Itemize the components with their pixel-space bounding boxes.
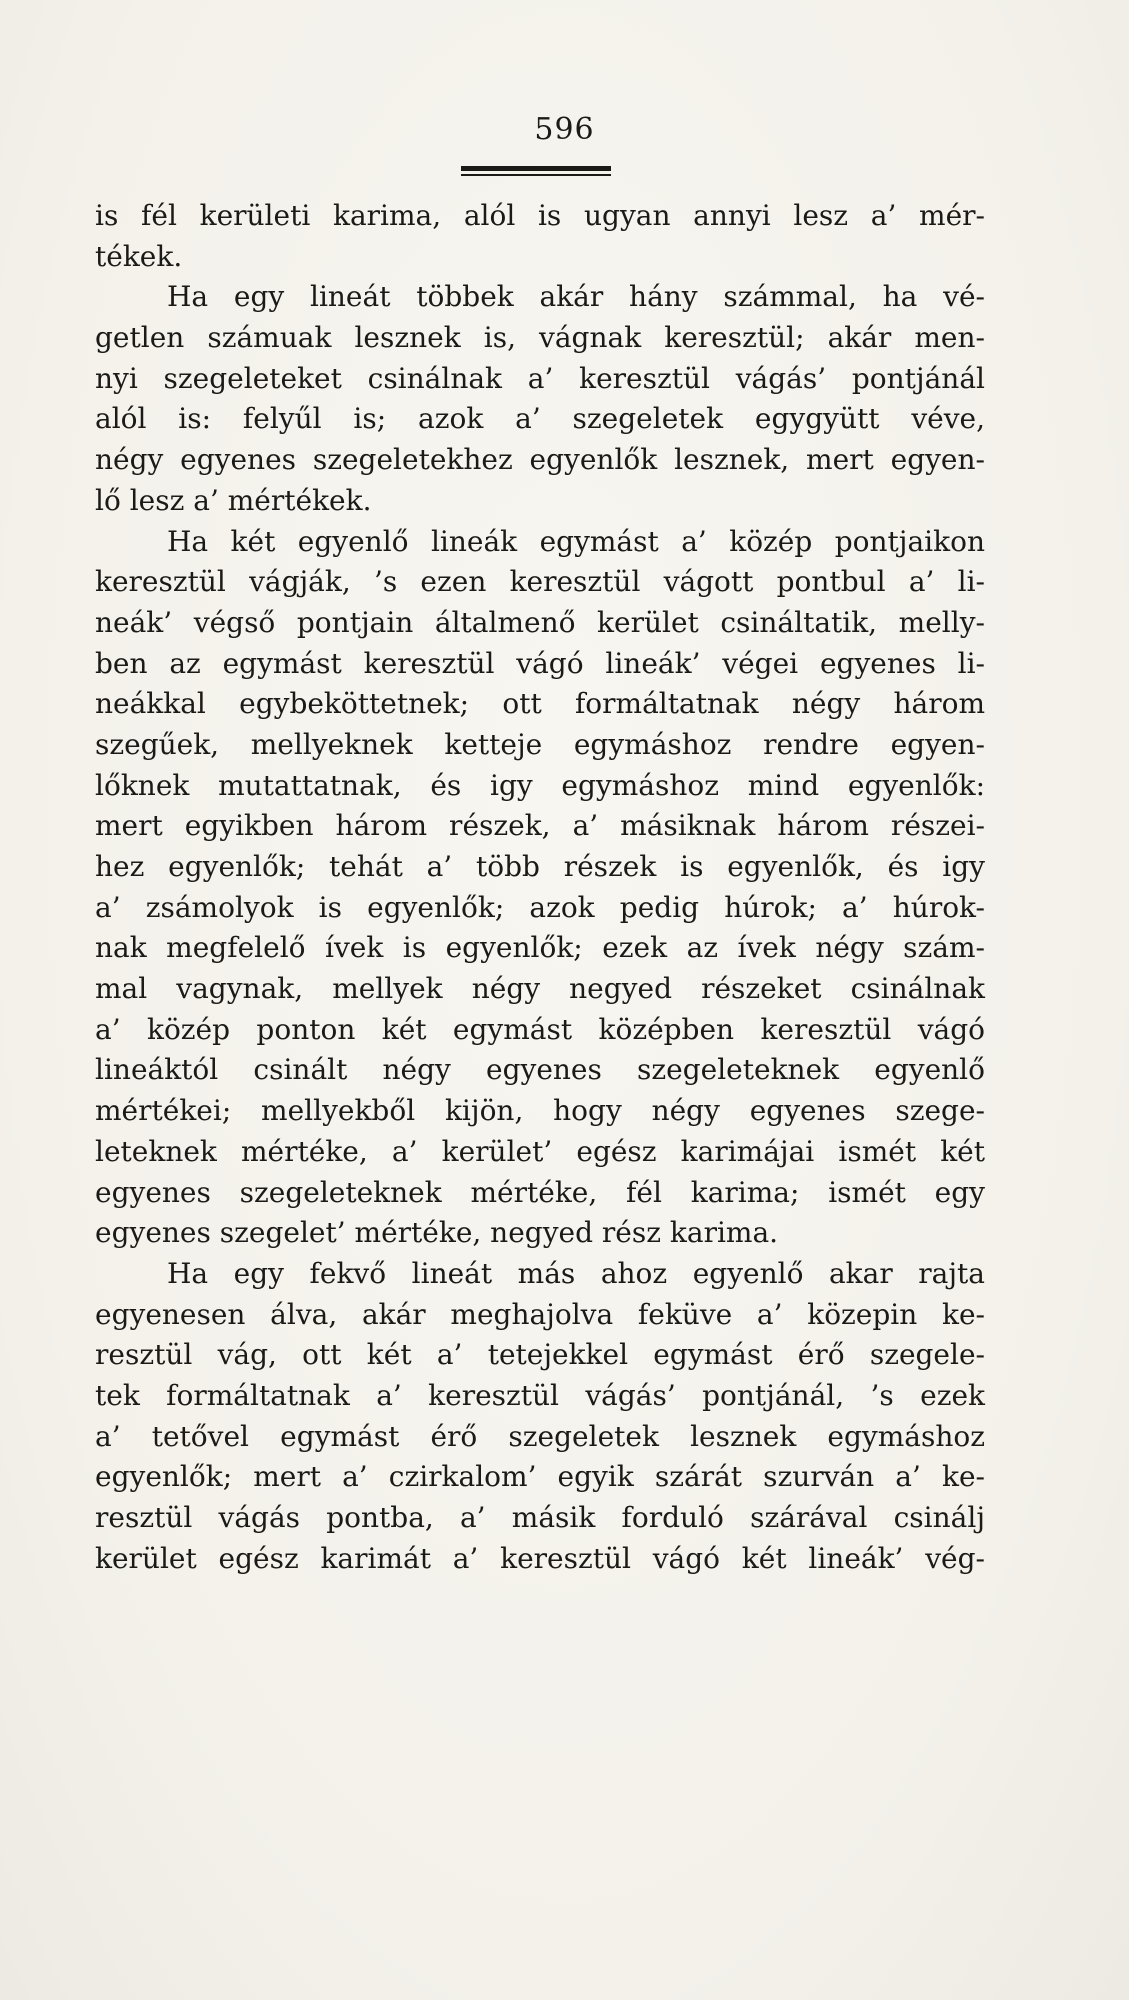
header-rule-thick [461, 166, 611, 171]
body-text [95, 196, 985, 1579]
text-line: hez egyenlők; tehát a’ több részek is egyenlők, és igy [95, 850, 985, 883]
text-line: Ha két egyenlő lineák egymást a’ közép pontjaikon [167, 524, 985, 558]
text-line: is fél kerületi karima, alól is ugyan annyi lesz a’ mér- [95, 199, 985, 232]
text-line: mértékei; mellyekből kijön, hogy négy egyenes szege- [95, 1094, 985, 1128]
text-line: getlen számuak lesznek is, vágnak keresztül; akár men- [95, 321, 985, 355]
text-line: leteknek mértéke, a’ kerület’ egész karimájai ismét két [95, 1134, 985, 1168]
text-line: négy egyenes szegeletekhez egyenlők lesznek, mert egyen- [95, 443, 985, 477]
text-line: a’ közép ponton két egymást középben keresztül vágó [95, 1012, 985, 1046]
text-line: a’ zsámolyok is egyenlők; azok pedig húrok; a’ húrok- [95, 890, 985, 924]
text-line: ben az egymást keresztül vágó lineák’ végei egyenes li- [95, 646, 985, 680]
text-line: mal vagynak, mellyek négy negyed részeket csinálnak [95, 972, 985, 1006]
text-line: mert egyikben három részek, a’ másiknak három részei- [95, 809, 985, 843]
header-rule-thin [461, 174, 611, 176]
text-line: a’ tetővel egymást érő szegeletek lesznek egymáshoz [95, 1419, 985, 1453]
text-line: tékek. [95, 239, 183, 273]
text-line: Ha egy fekvő lineát más ahoz egyenlő akar rajta [167, 1256, 985, 1290]
text-line: neákkal egybeköttetnek; ott formáltatnak négy három [95, 687, 985, 721]
text-line: neák’ végső pontjain általmenő kerület csináltatik, melly- [95, 605, 985, 639]
text-line: Ha egy lineát többek akár hány számmal, ha vé- [167, 280, 985, 314]
text-line: lőknek mutattatnak, és igy egymáshoz mind egyenlők: [95, 768, 985, 802]
text-line: nak megfelelő ívek is egyenlők; ezek az ívek négy szám- [95, 931, 985, 965]
text-line: tek formáltatnak a’ keresztül vágás’ pontjánál, ’s ezek [95, 1378, 985, 1412]
text-line: egyenlők; mert a’ czirkalom’ egyik szárát szurván a’ ke- [95, 1460, 985, 1494]
page-number: 596 [534, 112, 595, 147]
text-line: lineáktól csinált négy egyenes szegeleteknek egyenlő [95, 1053, 985, 1087]
text-line: keresztül vágják, ’s ezen keresztül vágott pontbul a’ li- [95, 565, 985, 599]
text-line: egyenesen álva, akár meghajolva feküve a’ közepin ke- [95, 1297, 985, 1331]
text-line: resztül vágás pontba, a’ másik forduló szárával csinálj [95, 1501, 985, 1534]
text-line: lő lesz a’ mértékek. [95, 483, 372, 517]
text-line: resztül vág, ott két a’ tetejekkel egymást érő szegele- [95, 1338, 985, 1372]
text-line: nyi szegeleteket csinálnak a’ keresztül vágás’ pontjánál [95, 361, 985, 395]
text-line: kerület egész karimát a’ keresztül vágó két lineák’ vég- [95, 1541, 985, 1575]
text-line: alól is: felyűl is; azok a’ szegeletek egygyütt véve, [95, 402, 985, 436]
text-line: szegűek, mellyeknek ketteje egymáshoz rendre egyen- [95, 727, 985, 761]
text-line: egyenes szegeleteknek mértéke, fél karima; ismét egy [95, 1175, 985, 1209]
text-line: egyenes szegelet’ mértéke, negyed rész karima. [95, 1216, 779, 1250]
